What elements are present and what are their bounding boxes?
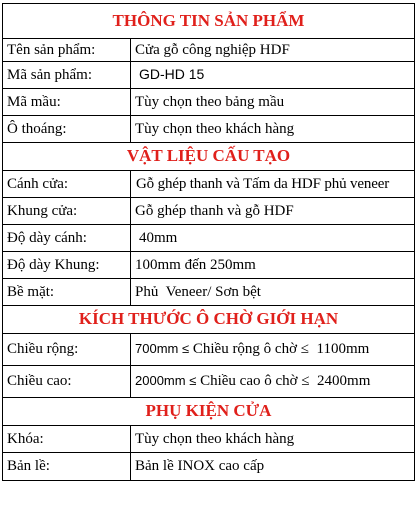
row-label-width: Chiều rộng:: [3, 334, 131, 366]
row-value-leaf-thickness: 40mm: [131, 225, 415, 252]
row-value-door-leaf: Gỗ ghép thanh và Tấm da HDF phủ veneer: [131, 171, 415, 198]
row-label-lock: Khóa:: [3, 426, 131, 453]
section-header-row: [3, 398, 415, 426]
width-range-text: Chiều rộng ô chờ ≤ 1100mm: [189, 341, 370, 358]
row-label-door-leaf: Cánh cửa:: [3, 171, 131, 198]
width-min-text: 700mm ≤: [135, 341, 190, 357]
table-row: [3, 334, 415, 366]
row-label-height: Chiều cao:: [3, 366, 131, 398]
table-row: [3, 366, 415, 398]
row-label-product-code: Mã sản phẩm:: [3, 62, 131, 89]
table-row: [3, 453, 415, 481]
section-title-materials: VẬT LIỆU CẤU TẠO: [3, 143, 415, 171]
row-value-door-frame: Gỗ ghép thanh và gỗ HDF: [131, 198, 415, 225]
section-header-row: [3, 4, 415, 39]
row-value-vent-window: Tùy chọn theo khách hàng: [131, 116, 415, 143]
section-title-accessories: PHỤ KIỆN CỬA: [3, 398, 415, 426]
row-value-product-name: Cửa gỗ công nghiệp HDF: [131, 39, 415, 62]
row-label-door-frame: Khung cửa:: [3, 198, 131, 225]
table-row: [3, 198, 415, 225]
table-row: [3, 171, 415, 198]
product-spec-table: [2, 3, 415, 481]
table-row: [3, 116, 415, 143]
row-label-vent-window: Ô thoáng:: [3, 116, 131, 143]
table-row: [3, 225, 415, 252]
row-value-hinge: Bản lề INOX cao cấp: [131, 453, 415, 481]
section-title-product-info: THÔNG TIN SẢN PHẨM: [3, 4, 415, 39]
section-header-row: [3, 143, 415, 171]
row-label-surface: Bề mặt:: [3, 279, 131, 306]
table-row: [3, 252, 415, 279]
table-row: [3, 39, 415, 62]
section-header-row: [3, 306, 415, 334]
height-range-text: Chiều cao ô chờ ≤ 2400mm: [196, 373, 371, 390]
row-value-product-code: GD-HD 15: [131, 62, 415, 89]
row-label-color-code: Mã mầu:: [3, 89, 131, 116]
table-row: [3, 62, 415, 89]
row-label-frame-thickness: Độ dày Khung:: [3, 252, 131, 279]
row-value-height: [131, 366, 415, 398]
row-value-frame-thickness: 100mm đến 250mm: [131, 252, 415, 279]
table-row: [3, 426, 415, 453]
table-row: [3, 279, 415, 306]
row-label-leaf-thickness: Độ dày cánh:: [3, 225, 131, 252]
row-value-color-code: Tùy chọn theo bảng mầu: [131, 89, 415, 116]
row-label-hinge: Bản lề:: [3, 453, 131, 481]
row-value-surface: Phủ Veneer/ Sơn bệt: [131, 279, 415, 306]
section-title-opening-size: KÍCH THƯỚC Ô CHỜ GIỚI HẠN: [3, 306, 415, 334]
height-min-text: 2000mm ≤: [135, 373, 197, 389]
table-row: [3, 89, 415, 116]
row-label-product-name: Tên sản phẩm:: [3, 39, 131, 62]
row-value-width: [131, 334, 415, 366]
row-value-lock: Tùy chọn theo khách hàng: [131, 426, 415, 453]
